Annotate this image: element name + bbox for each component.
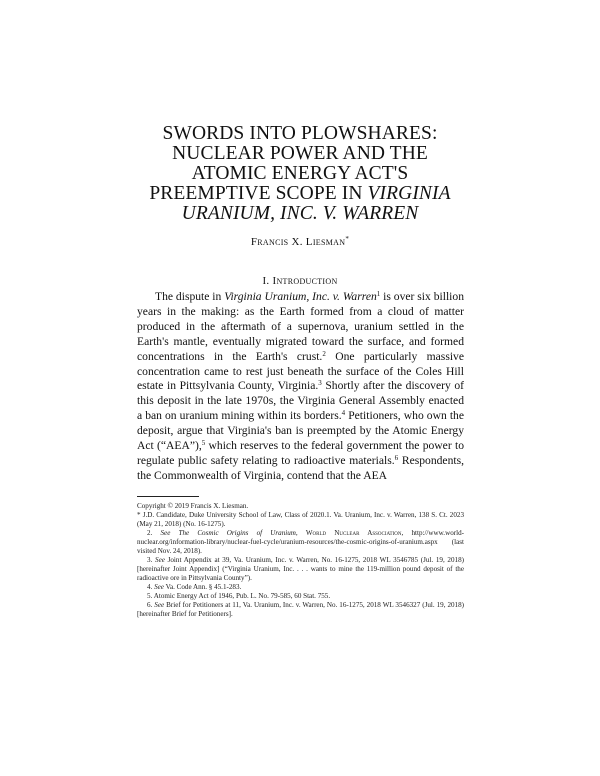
footnote-3 [137, 556, 464, 583]
body-text: Shortly after the discovery of this deposit in the late 1970s, the Virginia General Assembly enacted a ban on uranium mining within its borders. [137, 379, 464, 423]
body-text: One particularly massive concentration came to rest just beneath the surface of the Coles Hill estate in Pittsylvania County, Virginia. [137, 349, 464, 393]
section-heading: I. Introduction [262, 275, 338, 287]
footnote-ref[interactable]: 3 [318, 379, 322, 388]
footnote-6 [137, 601, 464, 619]
body-text: Petitioners, who own the deposit, argue that Virginia's ban is preempted by the Atomic Energy Act (“AEA”), [137, 409, 464, 453]
body-text: The dispute in [155, 290, 225, 303]
footnote-author: * J.D. Candidate, Duke University School of Law, Class of 2020.1. Va. Uranium, Inc. v. Warren, 138 S. Ct. 2023 (May 21, 2018) (No. 16-1275). [137, 511, 464, 528]
title-line: SWORDS INTO PLOWSHARES: [162, 123, 438, 144]
footnote-number: 6. [147, 601, 153, 609]
body-text: Respondents, the Commonwealth of Virginia, contend that the AEA [137, 453, 464, 482]
footnote-signal: See The Cosmic Origins of Uranium [160, 529, 296, 537]
footnote-text: Brief for Petitioners at 11, Va. Uranium, Inc. v. Warren, No. 16-1275, 2018 WL 3546327 (Jul. 19, 2018) [hereinafter Brief for Petitioners]. [137, 601, 464, 618]
footnote-ref[interactable]: 1 [376, 290, 381, 298]
footnote-text: Atomic Energy Act of 1946, Pub. L. No. 79-585, 60 Stat. 755. [153, 592, 331, 600]
body-paragraph [137, 290, 464, 484]
footnote-5 [137, 592, 464, 601]
footnote-ref[interactable]: 5 [201, 439, 206, 448]
footnote-ref[interactable]: 6 [394, 453, 399, 462]
footnotes [137, 502, 464, 619]
title-line: ATOMIC ENERGY ACT'S [191, 163, 409, 184]
footnote-signal: See [154, 601, 165, 609]
footnote-number: 5. [147, 592, 153, 600]
copyright-notice: Copyright © 2019 Francis X. Liesman. [137, 502, 249, 510]
footnote-number: 3. [147, 556, 153, 564]
title-line [120, 184, 480, 204]
footnote-signal: See [154, 583, 164, 591]
author-byline [150, 236, 450, 248]
footnote-number: 4. [147, 583, 153, 591]
body-text: is over six billion years in the making: as the Earth formed from a cloud of matter produced in the aftermath of a supernova, uranium settled in the Earth's mantle, eventually migrated toward the surface, and formed concentrations in the Earth's crust. [137, 290, 464, 363]
footnote-number: 2. [147, 529, 153, 537]
body-text: which reserves to the federal government the power to regulate public safety relating to radioactive materials. [137, 439, 464, 467]
footnote-source: World Nuclear Association [305, 529, 402, 537]
author-name: Francis X. Liesman [250, 236, 346, 248]
case-name: Virginia Uranium, Inc. v. Warren [224, 290, 377, 303]
footnote-text: , [295, 529, 306, 537]
footnote-link[interactable]: , http://www.world-nuclear.org/information-library/nuclear-fuel-cycle/uranium-resources/the-cosmic-origins-of-uranium.aspx (last visited Nov. 24, 2018). [137, 529, 464, 555]
title-line: NUCLEAR POWER AND THE [172, 143, 428, 164]
article-title [120, 124, 480, 224]
title-line-text: PREEMPTIVE SCOPE IN [149, 183, 368, 204]
title-case-name: URANIUM, INC. V. WARREN [181, 203, 419, 224]
footnote-2 [137, 529, 464, 556]
footnote-signal: See [155, 556, 165, 564]
author-footnote-mark: * [345, 235, 350, 243]
footnote-text: Joint Appendix at 39, Va. Uranium, Inc. v. Warren, No. 16-1275, 2018 WL 3546785 (Jul. 19, 2018) [hereinafter Joint Appendix] (“Virginia Uranium, Inc. . . . wants to mine the 119-million pound deposit of the radioactive ore in Pittsylvania County”). [137, 556, 464, 582]
footnote-ref[interactable]: 4 [341, 409, 346, 418]
footnote-ref[interactable]: 2 [322, 349, 326, 358]
footnote-text: Va. Code Ann. § 45.1-283. [163, 583, 242, 591]
footnote-4 [137, 583, 464, 592]
title-case-name: VIRGINIA [367, 183, 451, 204]
footnote-divider [137, 496, 199, 497]
